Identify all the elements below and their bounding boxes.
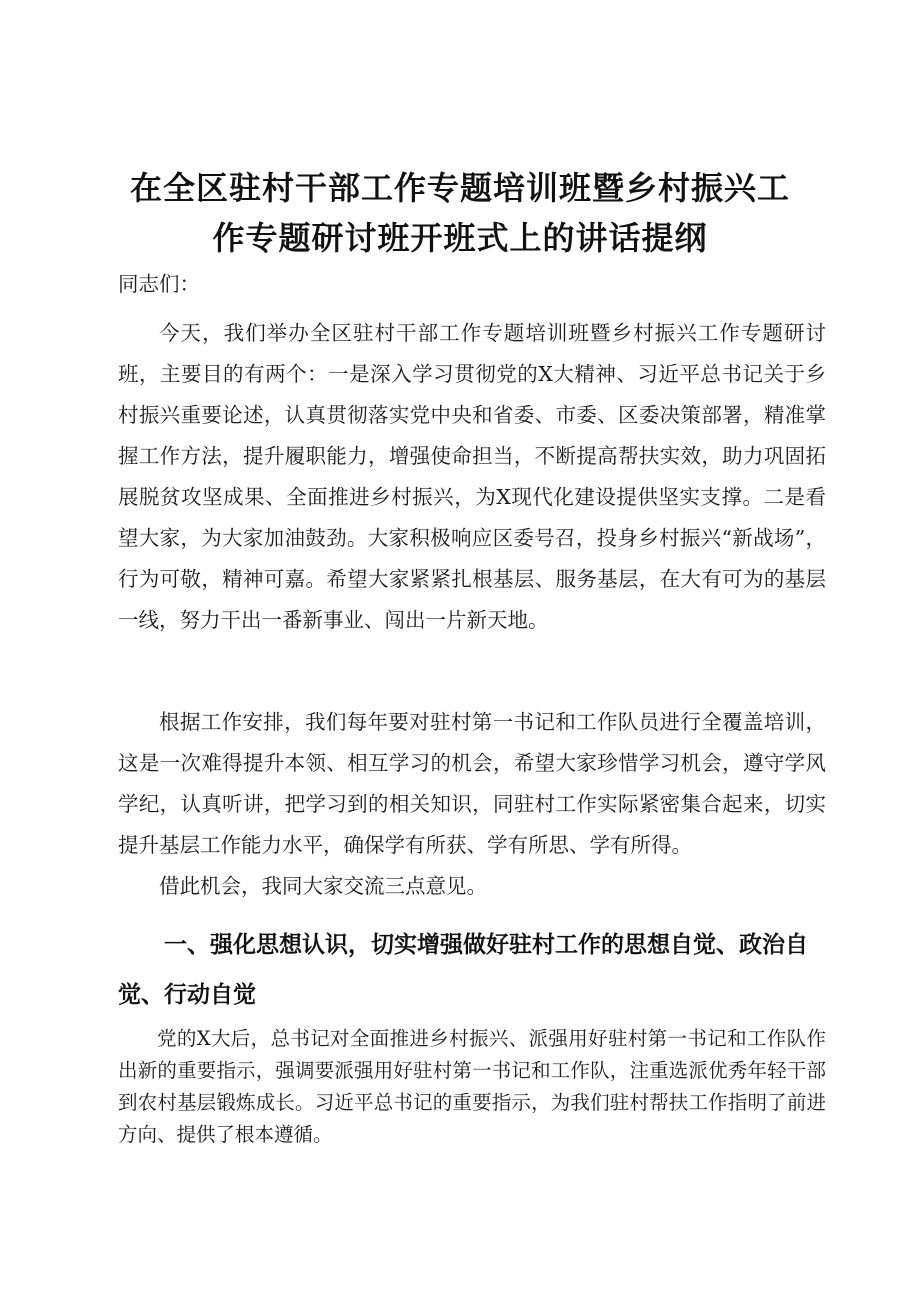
paragraph-transition: 借此机会，我同大家交流三点意见。 — [159, 874, 487, 898]
paragraph-training: 根据工作安排，我们每年要对驻村第一书记和工作队员进行全覆盖培训，这是一次难得提升本领、相互学习的机会，希望大家珍惜学习机会，遵守学风学纪，认真听讲，把学习到的相关知识，同驻村工作实际紧密集合起来，切实提升基层工作能力水平，确保学有所获、学有所思、学有所得。 — [118, 710, 826, 857]
document-title-line-1: 在全区驻村干部工作专题培训班暨乡村振兴工 — [129, 169, 790, 207]
salutation: 同志们： — [118, 272, 200, 296]
paragraph-purpose: 今天，我们举办全区驻村干部工作专题培训班暨乡村振兴工作专题研讨班，主要目的有两个：一是深入学习贯彻党的X大精神、习近平总书记关于乡村振兴重要论述，认真贯彻落实党中央和省委、市委、区委决策部署，精准掌握工作方法，提升履职能力，增强使命担当，不断提高帮扶实效，助力巩固拓展脱贫攻坚成果、全面推进乡村振兴，为X现代化建设提供坚实支撑。二是看望大家，为大家加油鼓劲。大家积极响应区委号召，投身乡村振兴“新战场”，行为可敬，精神可嘉。希望大家紧紧扎根基层、服务基层，在大有可为的基层一线，努力干出一番新事业、闯出一片新天地。 — [118, 321, 826, 632]
document-title-line-2: 作专题研讨班开班式上的讲话提纲 — [212, 219, 708, 257]
section-paragraph-1: 党的X大后，总书记对全面推进乡村振兴、派强用好驻村第一书记和工作队作出新的重要指示，强调要派强用好驻村第一书记和工作队，注重选派优秀年轻干部到农村基层锻炼成长。习近平总书记的重要指示，为我们驻村帮扶工作指明了前进方向、提供了根本遵循。 — [118, 1027, 826, 1146]
section-heading-1: 一、强化思想认识，切实增强做好驻村工作的思想自觉、政治自觉、行动自觉 — [118, 932, 808, 1008]
